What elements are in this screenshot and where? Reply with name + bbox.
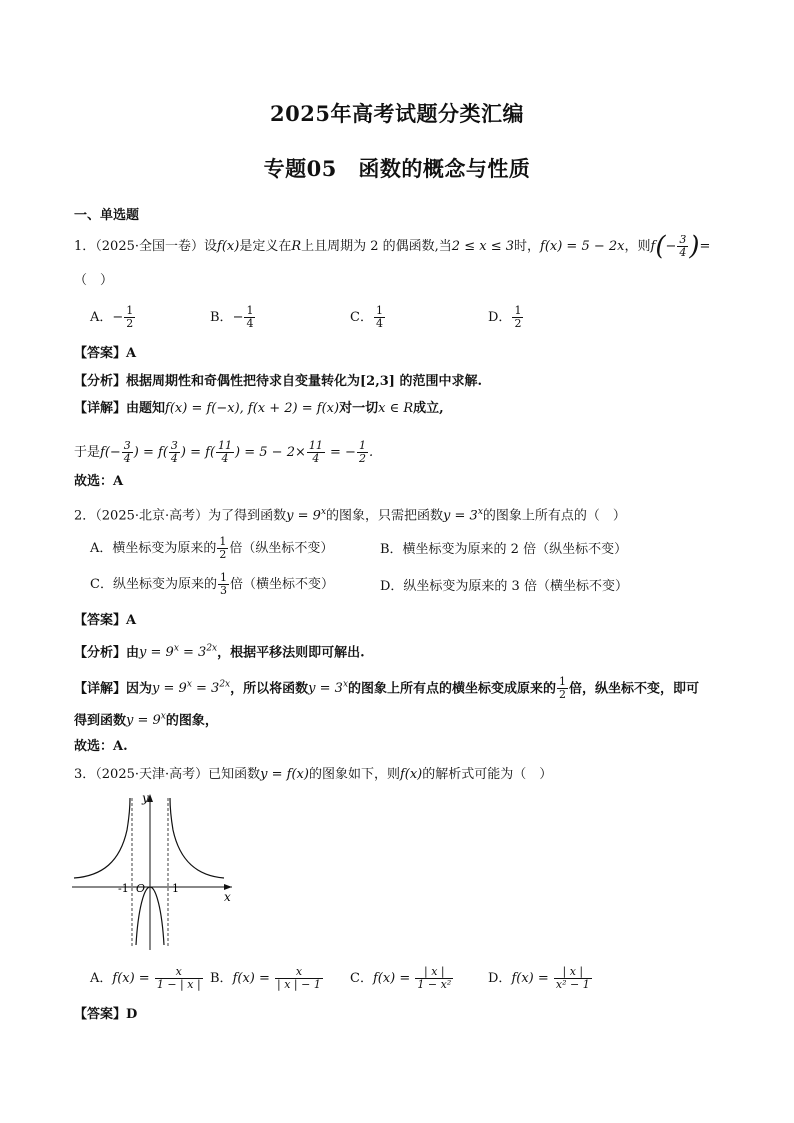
q3-fx: f(x) (399, 767, 423, 782)
analysis-text: 根据周期性和奇偶性把待求自变量转化为[2,3] 的范围中求解. (126, 374, 482, 389)
q2-text2: 的图象，只需把函数 (326, 508, 444, 524)
curve-left-branch (74, 798, 130, 878)
option-num: 1 (246, 304, 254, 317)
q3-function-graph (72, 790, 242, 950)
q1-cond: 2 ≤ x ≤ 3 (451, 239, 514, 254)
detail-mid: ，所以将函数 (230, 681, 309, 697)
option-label: A． (90, 310, 113, 325)
q1-detail (74, 400, 444, 418)
q3-option-b[interactable]: B．f(x) = $\frac{x}{| x | - 1}$ (210, 965, 321, 991)
detail-expr: f(x) = f(−x), f(x + 2) = f(x) (165, 401, 340, 416)
q3-text2: 的图象如下，则 (308, 767, 400, 782)
option-text-post: 倍（纵坐标不变） (229, 541, 334, 556)
q1-source: （2025·全国一卷） (95, 239, 204, 254)
q1-stem (74, 231, 711, 262)
q1-number: 1． (74, 239, 96, 254)
q1-text-c: 上且周期为 2 的偶函数,当 (301, 239, 452, 254)
option-num: 1 (126, 304, 134, 317)
q3-stem (74, 766, 552, 784)
q2-detail: 【详解】因为$y = 9^x = 3^{2x}$，所以将函数$y = 3^x$的图象上所有点的横坐标变成原来的 $\frac{1}{2}$ 倍，纵坐标不变，即可 (74, 675, 700, 702)
option-label: B． (210, 310, 233, 325)
q2-analysis: 【分析】由$y = 9^x = 3^{2x}$，根据平移法则即可解出. (74, 644, 365, 661)
q2-detail-line2: 得到函数$y = 9^x$的图象， (74, 712, 218, 729)
option-den: 4 (246, 317, 254, 330)
option-num: 1 (514, 304, 522, 317)
analysis-label: 【分析】 (74, 645, 127, 661)
q1-option-a[interactable] (90, 305, 136, 330)
q3-option-c[interactable]: C．f(x) = $\frac{| x |}{\text{1 − x²}}$ (350, 965, 452, 991)
option-label: B． (210, 971, 233, 986)
detail-label: 【详解】 (74, 401, 127, 416)
option-label: C． (350, 971, 373, 986)
detail-line2-pre: 得到函数 (74, 713, 127, 729)
option-num: x (275, 966, 323, 979)
q2-choose: 故选：A. (74, 739, 128, 754)
option-den: 2 (514, 317, 522, 330)
option-label: C． (350, 310, 373, 325)
q1-text-b: 是定义在 (239, 239, 292, 254)
q2-option-a[interactable]: A．横坐标变为原来的 $\frac{1}{2}$ 倍（纵坐标不变） (90, 535, 334, 561)
q1-fx: f(x) (217, 239, 240, 254)
q1-target: f(− $\frac{3}{4}$ )= (650, 231, 711, 262)
option-den: 2 (126, 317, 134, 330)
option-num: x (155, 966, 203, 979)
q2-option-d[interactable]: D．纵坐标变为原来的 3 倍（横坐标不变） (380, 579, 628, 594)
q3-answer (74, 1006, 137, 1024)
q3-option-d[interactable]: D．f(x) = $\frac{| x |}{\text{x² − 1}}$ (488, 965, 590, 991)
detail-text-c: 对一切 (339, 401, 379, 416)
answer-value: A (126, 346, 137, 361)
y-axis-label: y (142, 791, 149, 805)
q2-source: （2025·北京·高考） (95, 508, 209, 524)
q1-analysis (74, 373, 482, 391)
origin-label: O (136, 882, 146, 895)
q3-source: （2025·天津·高考） (95, 767, 209, 782)
option-sign: − (112, 310, 124, 325)
q3-option-a[interactable]: A．f(x) = $\frac{x}{1 - | x |}$ (90, 965, 201, 991)
q1-option-b[interactable] (210, 305, 256, 330)
option-den: x² − 1 (555, 978, 590, 991)
detail-line2-post: 的图象， (165, 713, 218, 729)
q3-text3: 的解析式可能为（ ） (422, 767, 553, 782)
page-title: 2025年高考试题分类汇编 (270, 101, 524, 126)
q3-text: 已知函数 (208, 767, 261, 782)
q1-paren: （ ） (74, 273, 114, 288)
x-axis-label: x (224, 890, 231, 904)
q2-text3: 的图象上所有点的（ ） (482, 508, 626, 524)
q1-option-d[interactable] (488, 305, 524, 330)
option-label: A． (90, 971, 113, 986)
option-label: D． (488, 310, 512, 325)
q2-option-c[interactable]: C．纵坐标变为原来的 $\frac{1}{3}$ 倍（横坐标不变） (90, 571, 334, 597)
option-label: D． (488, 971, 512, 986)
detail-text-e: 成立, (413, 401, 444, 416)
q2-func2: y = 3 (443, 508, 478, 524)
detail-post: 倍，纵坐标不变，即可 (569, 681, 700, 697)
option-text-post: 倍（横坐标不变） (229, 577, 334, 592)
q1-text-a: 设 (204, 239, 218, 254)
q2-text: 为了得到函数 (208, 508, 287, 524)
q2-stem: 2．（2025·北京·高考）为了得到函数$y = 9^x$的图象，只需把函数$y = 3^x$的图象上所有点的（ ） (74, 507, 626, 524)
analysis-post: ，根据平移法则即可解出. (217, 645, 365, 661)
q1-R: R (291, 239, 302, 254)
q2-answer (74, 612, 136, 630)
option-den: | x | − 1 (277, 978, 321, 991)
option-den: 1 − x² (417, 978, 452, 991)
answer-label: 【答案】 (74, 1007, 127, 1022)
q1-choose: 故选：A (74, 474, 124, 489)
q2-func1: y = 9 (286, 508, 321, 524)
q3-func: y = f(x) (260, 767, 309, 782)
detail-expr-d: x ∈ R (378, 401, 414, 416)
answer-label: 【答案】 (74, 613, 127, 628)
q2-option-b[interactable]: B．横坐标变为原来的 2 倍（纵坐标不变） (380, 542, 628, 557)
curve-right-branch (170, 798, 224, 878)
answer-label: 【答案】 (74, 346, 127, 361)
detail-text: 由题知 (126, 401, 166, 416)
q1-detail-computation: 于是f(− $\frac{3}{4}$ ) = f( $\frac{3}{4}$ ) = f( $\frac{11}{4}$ ) = 5 − 2× $\frac{11}{4}$ = − $\frac{1}{2}$ . (74, 439, 374, 465)
option-den: 4 (375, 317, 383, 330)
tick-pos1-label: 1 (172, 882, 179, 895)
q1-answer (74, 345, 136, 363)
q1-text-e: ，则 (624, 239, 651, 254)
detail-label: 【详解】 (74, 681, 127, 697)
section-heading: 一、单选题 (74, 208, 140, 223)
page-subtitle: 专题05 函数的概念与性质 (263, 156, 531, 181)
answer-value: D (126, 1007, 138, 1022)
q1-expr: f(x) = 5 − 2x (540, 239, 625, 254)
option-text: C．纵坐标变为原来的 (90, 577, 217, 592)
analysis-label: 【分析】 (74, 374, 127, 389)
tick-neg1-label: -1 (118, 882, 129, 895)
option-text: A．横坐标变为原来的 (90, 541, 217, 556)
detail-yushi: 于是 (74, 445, 101, 460)
option-sign: − (232, 310, 244, 325)
detail-pre: 因为 (126, 681, 153, 697)
detail-mid2: 的图象上所有点的横坐标变成原来的 (348, 681, 557, 697)
analysis-pre: 由 (126, 645, 140, 661)
option-num: 1 (375, 304, 383, 317)
q3-number: 3． (74, 767, 96, 782)
answer-value: A (126, 613, 137, 628)
q1-text-d: 时， (514, 239, 541, 254)
option-num: | x | (415, 966, 453, 979)
option-num: | x | (554, 966, 592, 979)
option-den: 1 − | x | (156, 978, 201, 991)
q1-option-c[interactable] (350, 305, 386, 330)
q2-number: 2． (74, 508, 96, 524)
